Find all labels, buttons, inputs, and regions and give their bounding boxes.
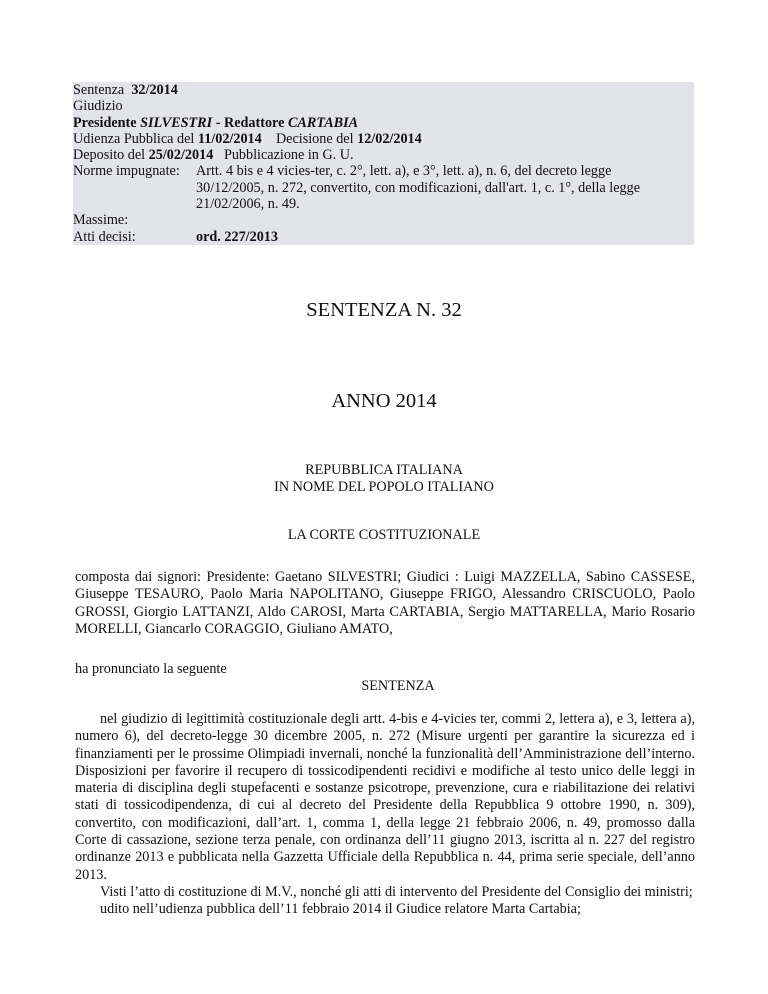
norme-label: Norme impugnate: — [73, 163, 180, 180]
redattore-name: CARTABIA — [287, 114, 359, 131]
deposito-label: Deposito del — [73, 147, 146, 164]
atti-label: Atti decisi: — [73, 228, 136, 245]
repubblica-block — [0, 462, 768, 496]
udienza-date: 11/02/2014 — [197, 130, 262, 147]
anno-title: ANNO 2014 — [331, 390, 437, 412]
norme-line-2: 30/12/2005, n. 272, convertito, con modificazioni, dall'art. 1, c. 1°, della legge — [196, 179, 640, 196]
massime-row: Massime: — [73, 212, 129, 229]
sentenza-title: SENTENZA N. 32 — [306, 299, 462, 321]
sentenza-label: Sentenza — [73, 82, 125, 98]
sentenza-heading: SENTENZA — [361, 678, 435, 694]
presidente-label: Presidente — [73, 114, 137, 131]
body-text — [75, 711, 695, 919]
popolo-line: IN NOME DEL POPOLO ITALIANO — [274, 479, 494, 495]
sentenza-number: 32/2014 — [131, 82, 178, 98]
pubblicazione-label: Pubblicazione in G. U. — [223, 147, 354, 164]
metadata-box — [73, 82, 694, 245]
sentenza-row — [73, 82, 694, 98]
udienza-row — [73, 131, 694, 147]
deposito-row — [73, 147, 694, 163]
deposito-date: 25/02/2014 — [148, 147, 214, 164]
giudizio-row: Giudizio — [73, 98, 123, 115]
pronunciato-line: ha pronunciato la seguente — [75, 661, 227, 677]
norme-line-1: Artt. 4 bis e 4 vicies-ter, c. 2°, lett. a), e 3°, lett. a), n. 6, del decreto legge — [196, 163, 612, 180]
presidente-name: SILVESTRI — [140, 114, 213, 131]
paragraph: udito nell’udienza pubblica dell’11 febbraio 2014 il Giudice relatore Marta Cartabia; — [100, 901, 581, 918]
decisione-label: Decisione del — [275, 130, 354, 147]
repubblica-line: REPUBBLICA ITALIANA — [305, 462, 463, 478]
udienza-label: Udienza Pubblica del — [73, 130, 195, 147]
norme-line-3: 21/02/2006, n. 49. — [196, 196, 300, 213]
redattore-label: - Redattore — [215, 114, 285, 131]
norme-row — [73, 163, 694, 179]
paragraph: Visti l’atto di costituzione di M.V., nonché gli atti di intervento del Presidente del Consiglio dei ministri; — [100, 883, 693, 900]
atti-row — [73, 229, 694, 245]
paragraph: nel giudizio di legittimità costituzionale degli artt. 4-bis e 4-vicies ter, commi 2, lettera a), e 3, lettera a), numero 6), del decreto-legge 30 dicembre 2005, n. 272 (Misure urgenti per garantire la sicurezza ed i finanziamenti per le prossime Olimpiadi invernali, nonché la funzionalità dell’Amministrazione dell’interno. Disposizioni per favorire il recupero di tossicodipendenti recidivi e modifiche al testo unico delle leggi in materia di disciplina degli stupefacenti e sostanze psicotrope, prevenzione, cura e riabilitazione dei relativi stati di tossicodipendenza, di cui al decreto del Presidente della Repubblica 9 ottobre 1990, n. 309), convertito, con modificazioni, dall’art. 1, comma 1, della legge 21 febbraio 2006, n. 49, promosso dalla Corte di cassazione, sezione terza penale, con ordinanza dell’11 giugno 2013, iscritta al n. 227 del registro ordinanze 2013 e pubblicata nella Gazzetta Ufficiale della Repubblica n. 44, prima serie speciale, dell’anno 2013. — [75, 711, 695, 883]
atti-value: ord. 227/2013 — [196, 228, 278, 245]
corte-heading: LA CORTE COSTITUZIONALE — [287, 527, 481, 543]
composta-paragraph: composta dai signori: Presidente: Gaetano SILVESTRI; Giudici : Luigi MAZZELLA, Sabino CASSESE, Giuseppe TESAURO, Paolo Maria NAPOLITANO, Giuseppe FRIGO, Alessandro CRISCUOLO, Paolo GROSSI, Giorgio LATTANZI, Aldo CAROSI, Marta CARTABIA, Sergio MATTARELLA, Mario Rosario MORELLI, Giancarlo CORAGGIO, Giuliano AMATO, — [75, 569, 695, 637]
decisione-date: 12/02/2014 — [357, 130, 422, 147]
presidente-row — [73, 115, 694, 131]
